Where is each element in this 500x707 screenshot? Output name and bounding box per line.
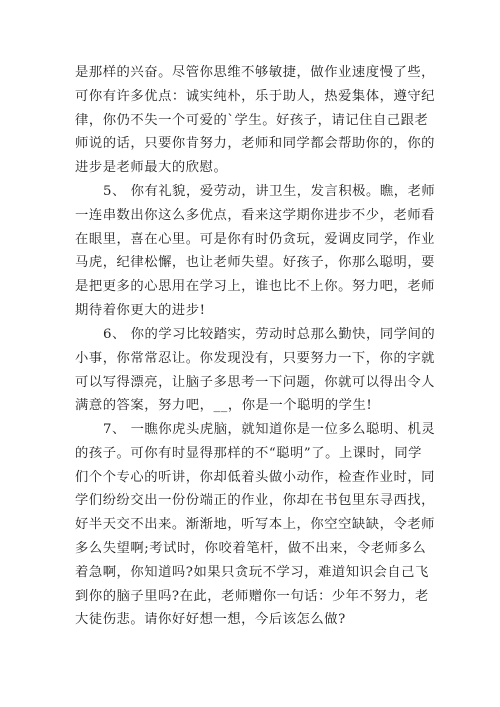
- text-line: 一连串数出你这么多优点，看来这学期你进步不少，老师看: [75, 207, 436, 223]
- text-line: 在眼里，喜在心里。可是你有时仍贪玩，爱调皮同学，作业: [75, 231, 436, 247]
- text-line: 期待着你更大的进步!: [75, 302, 206, 318]
- text-line: 小事，你常常忍让。你发现没有，只要努力一下，你的字就: [75, 350, 436, 366]
- text-line: 5、 你有礼貌，爱劳动，讲卫生，发言积极。瞧，老师: [103, 184, 436, 199]
- text-line: 满意的答案，努力吧，__，你是一个聪明的学生!: [75, 398, 373, 414]
- text-line: 大徒伤悲。请你好好想一想，今后该怎么做?: [75, 612, 346, 628]
- text-line: 进步是老师最大的欣慰。: [75, 160, 228, 176]
- text-line: 马虎，纪律松懈，也让老师失望。好孩子，你那么聪明，要: [75, 255, 436, 271]
- paragraph-teacher-comment-7: [75, 418, 435, 632]
- text-line: 师说的话，只要你肯努力，老师和同学都会帮助你的，你的: [75, 136, 436, 152]
- text-line: 可你有许多优点：诚实纯朴，乐于助人，热爱集体，遵守纪: [75, 88, 436, 104]
- text-line: 是把更多的心思用在学习上，谁也比不上你。努力吧，老师: [75, 279, 436, 295]
- text-line: 可以写得漂亮，让脑子多思考一下问题，你就可以得出令人: [75, 374, 436, 390]
- text-line: 的孩子。可你有时显得那样的不“聪明”了。上课时，同学: [75, 445, 423, 461]
- paragraph-teacher-comment-5: [75, 180, 435, 323]
- text-line: 律，你仍不失一个可爱的`学生。好孩子，请记住自己跟老: [75, 112, 429, 128]
- text-line: 好半天交不出来。渐渐地，听写本上，你空空缺缺，令老师: [75, 517, 436, 533]
- paragraph-teacher-comment-6: [75, 323, 435, 418]
- text-line: 到你的脑子里吗?在此，老师赠你一句话：少年不努力，老: [75, 588, 429, 604]
- text-line: 们个个专心的听讲，你却低着头做小动作，检查作业时，同: [75, 469, 436, 485]
- text-line: 着急啊，你知道吗?如果只贪玩不学习，难道知识会自己飞: [75, 564, 429, 580]
- text-line: 6、 你的学习比较踏实，劳动时总那么勤快，同学间的: [103, 327, 436, 342]
- text-line: 学们纷纷交出一份份端正的作业，你却在书包里东寻西找，: [75, 493, 436, 509]
- text-line: 是那样的兴奋。尽管你思维不够敏捷，做作业速度慢了些，: [75, 65, 436, 80]
- text-line: 多么失望啊;考试时，你咬着笔杆，做不出来，令老师多么: [75, 540, 427, 556]
- paragraph-teacher-comment-4-end: [75, 61, 435, 180]
- text-line: 7、 一瞧你虎头虎脑，就知道你是一位多么聪明、机灵: [103, 422, 436, 437]
